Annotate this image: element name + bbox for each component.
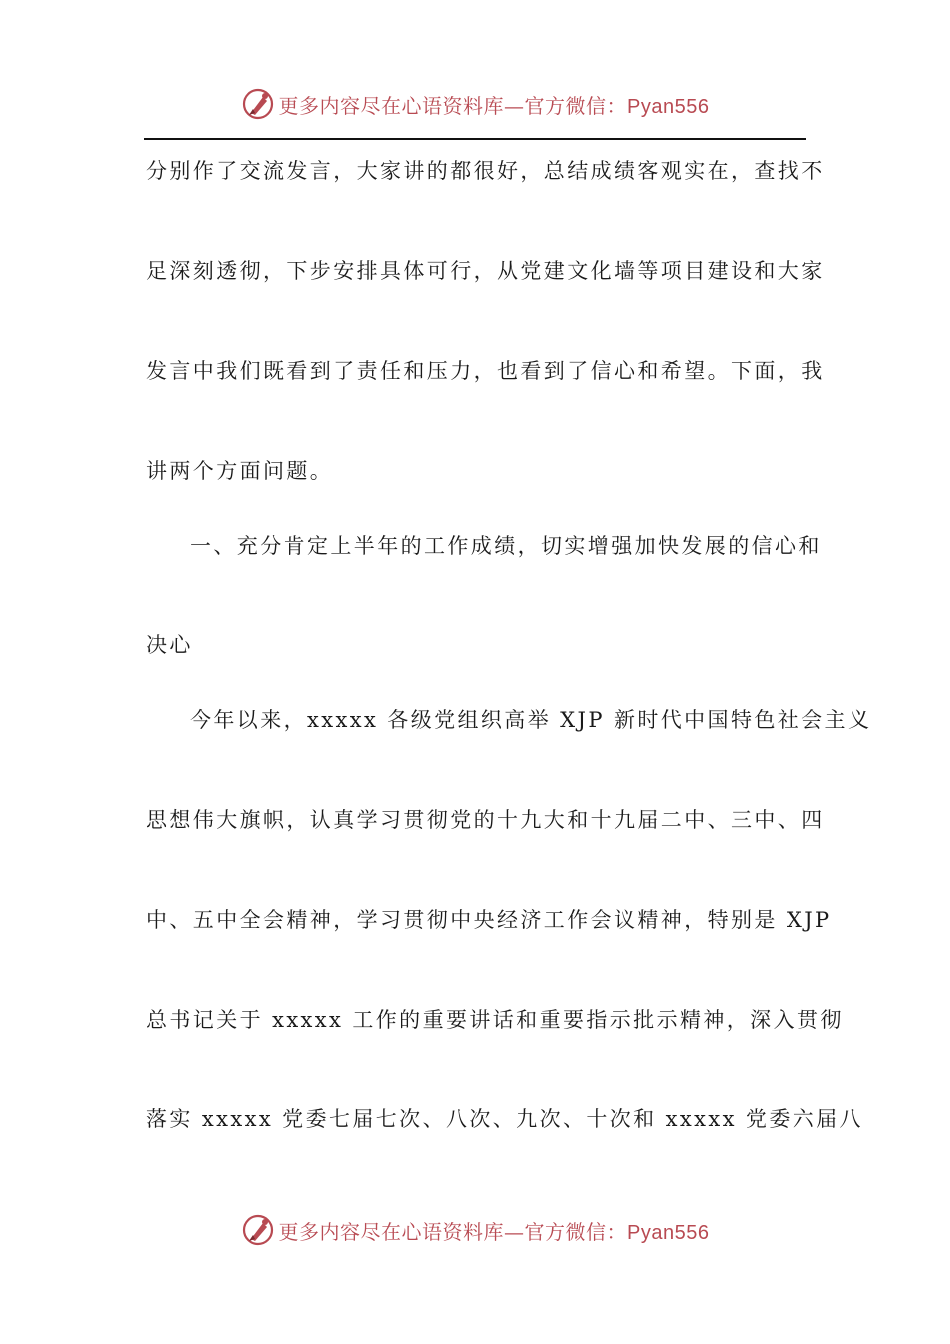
header-rule <box>144 138 806 140</box>
footer-banner-handle: Pyan556 <box>627 1221 710 1244</box>
header-banner <box>0 84 950 124</box>
body-line: 中、五中全会精神，学习贯彻中央经济工作会议精神，特别是 XJP <box>146 908 832 932</box>
body-line: 分别作了交流发言，大家讲的都很好，总结成绩客观实在，查找不 <box>146 159 825 183</box>
pen-nib-icon <box>241 1213 275 1247</box>
body-line: 足深刻透彻，下步安排具体可行，从党建文化墙等项目建设和大家 <box>146 259 825 283</box>
pen-nib-icon <box>241 87 275 121</box>
body-line: 发言中我们既看到了责任和压力，也看到了信心和希望。下面，我 <box>146 359 825 383</box>
header-banner-handle: Pyan556 <box>627 95 710 118</box>
section-heading-continuation: 决心 <box>146 633 193 657</box>
body-line: 落实 xxxxx 党委七届七次、八次、九次、十次和 xxxxx 党委六届八 <box>146 1107 863 1131</box>
body-line: 思想伟大旗帜，认真学习贯彻党的十九大和十九届二中、三中、四 <box>146 808 825 832</box>
body-line: 今年以来，xxxxx 各级党组织高举 XJP 新时代中国特色社会主义 <box>190 708 872 732</box>
body-line: 总书记关于 xxxxx 工作的重要讲话和重要指示批示精神，深入贯彻 <box>146 1008 844 1032</box>
section-heading: 一、充分肯定上半年的工作成绩，切实增强加快发展的信心和 <box>190 534 822 558</box>
footer-banner-text: 更多内容尽在心语资料库—官方微信：Pyan556 <box>278 1219 710 1244</box>
header-banner-text: 更多内容尽在心语资料库—官方微信：Pyan556 <box>278 93 710 118</box>
body-line: 讲两个方面问题。 <box>146 459 334 483</box>
footer-banner <box>0 1210 950 1250</box>
